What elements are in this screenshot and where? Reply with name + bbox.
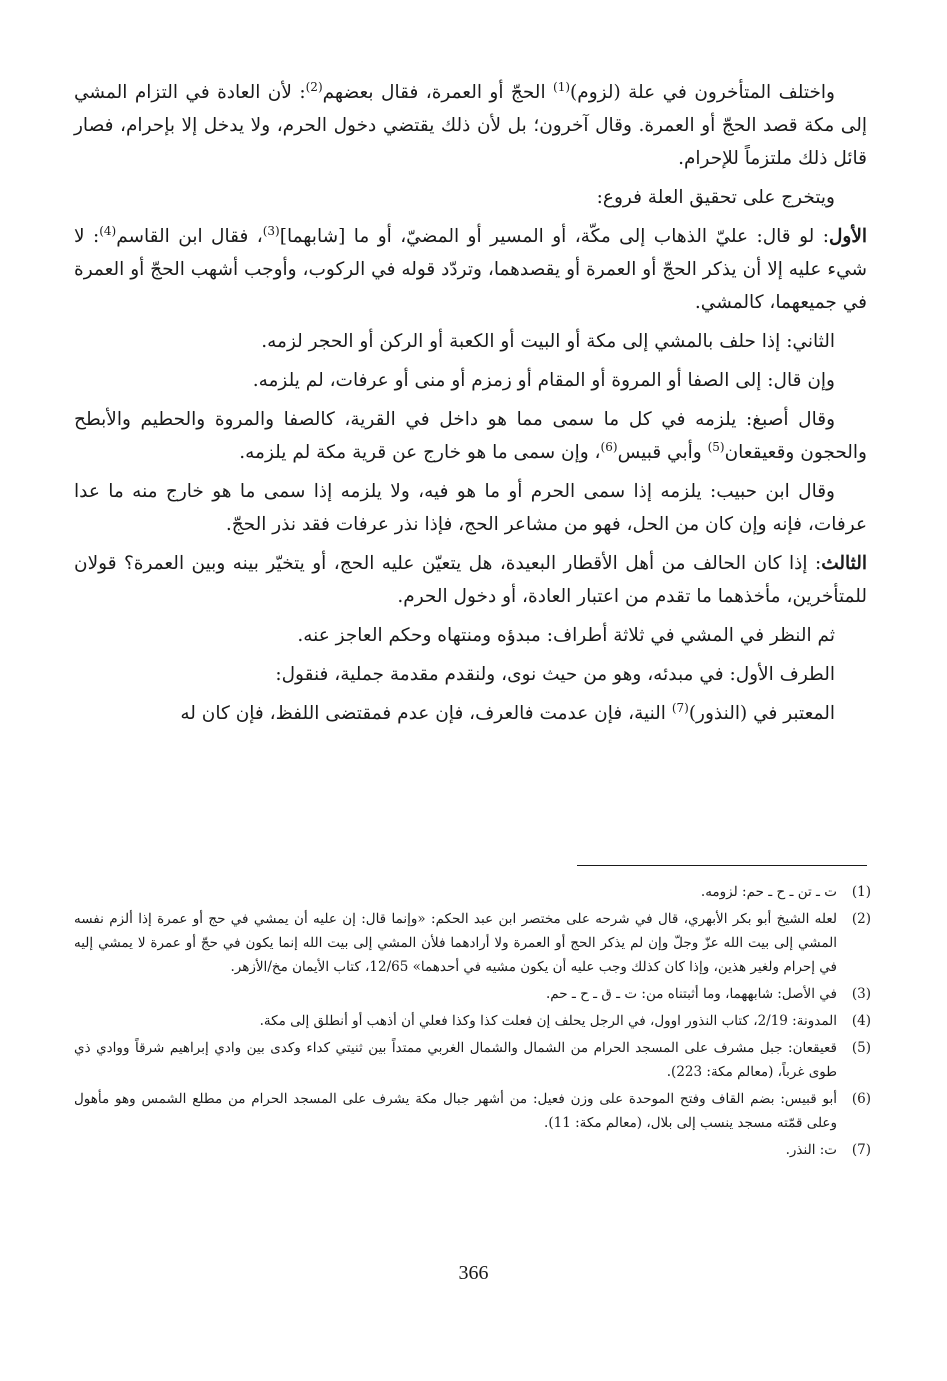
paragraph-1: واختلف المتأخرون في علة (لزوم)$^{(1)}$ الحجّ أو العمرة، فقال بعضهم$^{(2)}$: لأن العادة في التزام المشي إلى مكة قصد الحجّ أو العمرة. وقال آخرون؛ بل لأن ذلك يقتضي دخول الحرم، ولا يدخل إلا بإحرام، فصار قائل ذلك ملتزماً للإحرام. bbox=[74, 80, 867, 169]
footnote-text: ت: النذر. bbox=[785, 1142, 837, 1158]
paragraph-ibn-habib: وقال ابن حبيب: يلزمه إذا سمى الحرم أو ما هو فيه، ولا يلزمه إذا سمى ما هو خارج منه ما عدا عرفات، فإنه وإن كان من الحل، فهو من مشاعر الحج، فإذا نذر عرفات فقد نذر الحجّ. bbox=[74, 481, 867, 535]
footnote-3 bbox=[74, 982, 871, 1006]
paragraph-asbagh: وقال أصبغ: يلزمه في كل ما سمى مما هو داخل في القرية، كالصفا والمروة والحطيم والأبطح والحجون وقعيقعان$^{(5)}$ وأبي قبيس$^{(6)}$، وإن سمى ما هو خارج عن قرية مكة لم يلزمه. bbox=[74, 409, 867, 463]
footnote-ref-3[interactable]: (3) bbox=[262, 224, 280, 238]
footnote-text: لعله الشيخ أبو بكر الأبهري، قال في شرحه على مختصر ابن عبد الحكم: «وإنما قال: إن عليه أن يمشي في حج أو عمرة إذا ألزم نفسه المشي إلى بيت الله عزّ وجلّ وإن لم يذكر الحج أو العمرة ولا أرادهما فلأن المشي إلى بيت الله إنما يكون في حجّ أو عمرة لا يمشي إليه في إحرام ولغير هذين، وإذا كان كذلك وجب عليه أن يكون مشيه في أحدهما» 12/65، كتاب الأيمان مخ/الأزهر. bbox=[74, 911, 837, 975]
footnote-ref-7[interactable]: (7) bbox=[671, 701, 689, 715]
paragraph-2: ويتخرج على تحقيق العلة فروع: bbox=[596, 187, 835, 208]
footnote-text: أبو قبيس: بضم القاف وفتح الموحدة على وزن فعيل: من أشهر جبال مكة يشرف على المسجد الحرام من مطلع الشمس وهو مأهول وعلى قمّته مسجد ينسب إلى بلال، (معالم مكة: 11). bbox=[74, 1091, 837, 1131]
footnotes bbox=[74, 880, 871, 1165]
footnote-number: (6) bbox=[851, 1091, 871, 1107]
footnote-ref-2[interactable]: (2) bbox=[305, 80, 323, 94]
footnote-ref-5[interactable]: (5) bbox=[707, 440, 725, 454]
footnote-5 bbox=[74, 1036, 871, 1084]
paragraph-11: المعتبر في (النذور)$^{(7)}$ النية، فإن عدمت فالعرف، فإن عدم فمقتضى اللفظ، فإن كان له bbox=[180, 701, 835, 724]
paragraph-first-branch: الأول: لو قال: عليّ الذهاب إلى مكّة، أو المسير أو المضيّ، أو ما [شابهما]$^{(3)}$، فقال ابن القاسم$^{(4)}$: لا شيء عليه إلا أن يذكر الحجّ أو العمرة أو يقصدهما، وتردّد قوله في الركوب، وأوجب أشهب الحجّ أو العمرة في جميعهما، كالمشي. bbox=[74, 224, 868, 313]
footnote-number: (4) bbox=[851, 1013, 871, 1029]
footnote-number: (3) bbox=[851, 986, 871, 1002]
footnote-text: في الأصل: شابههما، وما أثبتناه من: ت ـ ق ـ ح ـ حم. bbox=[545, 986, 837, 1002]
footnote-number: (7) bbox=[851, 1142, 871, 1158]
branch-heading-third: الثالث bbox=[821, 553, 867, 574]
branch-heading-first: الأول bbox=[828, 226, 868, 247]
paragraph-5: وإن قال: إلى الصفا أو المروة أو المقام أو زمزم أو منى أو عرفات، لم يلزمه. bbox=[252, 370, 835, 391]
page-number: 366 bbox=[458, 1262, 489, 1284]
footnote-7 bbox=[74, 1138, 871, 1162]
main-text bbox=[74, 76, 867, 736]
footnote-text: ت ـ تن ـ ح ـ حم: لزومه. bbox=[700, 884, 837, 900]
footnote-4 bbox=[74, 1009, 871, 1033]
footnote-text: المدونة: 2/19، كتاب النذور اوول، في الرجل يحلف إن فعلت كذا وكذا فعلي أن أذهب أو أنطلق إلى مكة. bbox=[259, 1013, 837, 1029]
footnote-divider bbox=[577, 865, 867, 866]
footnote-number: (2) bbox=[851, 911, 871, 927]
footnote-number: (5) bbox=[851, 1040, 871, 1056]
footnote-number: (1) bbox=[851, 884, 871, 900]
paragraph-9: ثم النظر في المشي في ثلاثة أطراف: مبدؤه ومنتهاه وحكم العاجز عنه. bbox=[297, 625, 835, 646]
paragraph-second-branch: الثاني: إذا حلف بالمشي إلى مكة أو البيت أو الكعبة أو الركن أو الحجر لزمه. bbox=[261, 331, 835, 352]
footnote-2 bbox=[74, 907, 871, 979]
paragraph-third-branch: الثالث: إذا كان الحالف من أهل الأقطار البعيدة، هل يتعيّن عليه الحج، أو يتخيّر بينه وبين العمرة؟ قولان للمتأخرين، مأخذهما ما تقدم من اعتبار العادة، أو دخول الحرم. bbox=[74, 553, 867, 607]
footnote-6 bbox=[74, 1087, 871, 1135]
footnote-ref-6[interactable]: (6) bbox=[600, 440, 618, 454]
footnote-ref-1[interactable]: (1) bbox=[553, 80, 571, 94]
footnote-text: قعيقعان: جبل مشرف على المسجد الحرام من الشمال والشمال الغربي ممتداً بين ثنيتي كداء وكدى بين وادي إبراهيم شرقاً ووادي ذي طوى غرباً، (معالم مكة: 223). bbox=[74, 1040, 837, 1080]
footnote-1 bbox=[74, 880, 871, 904]
footnote-ref-4[interactable]: (4) bbox=[99, 224, 117, 238]
paragraph-10: الطرف الأول: في مبدئه، وهو من حيث نوى، ولنقدم مقدمة جملية، فنقول: bbox=[275, 664, 835, 685]
